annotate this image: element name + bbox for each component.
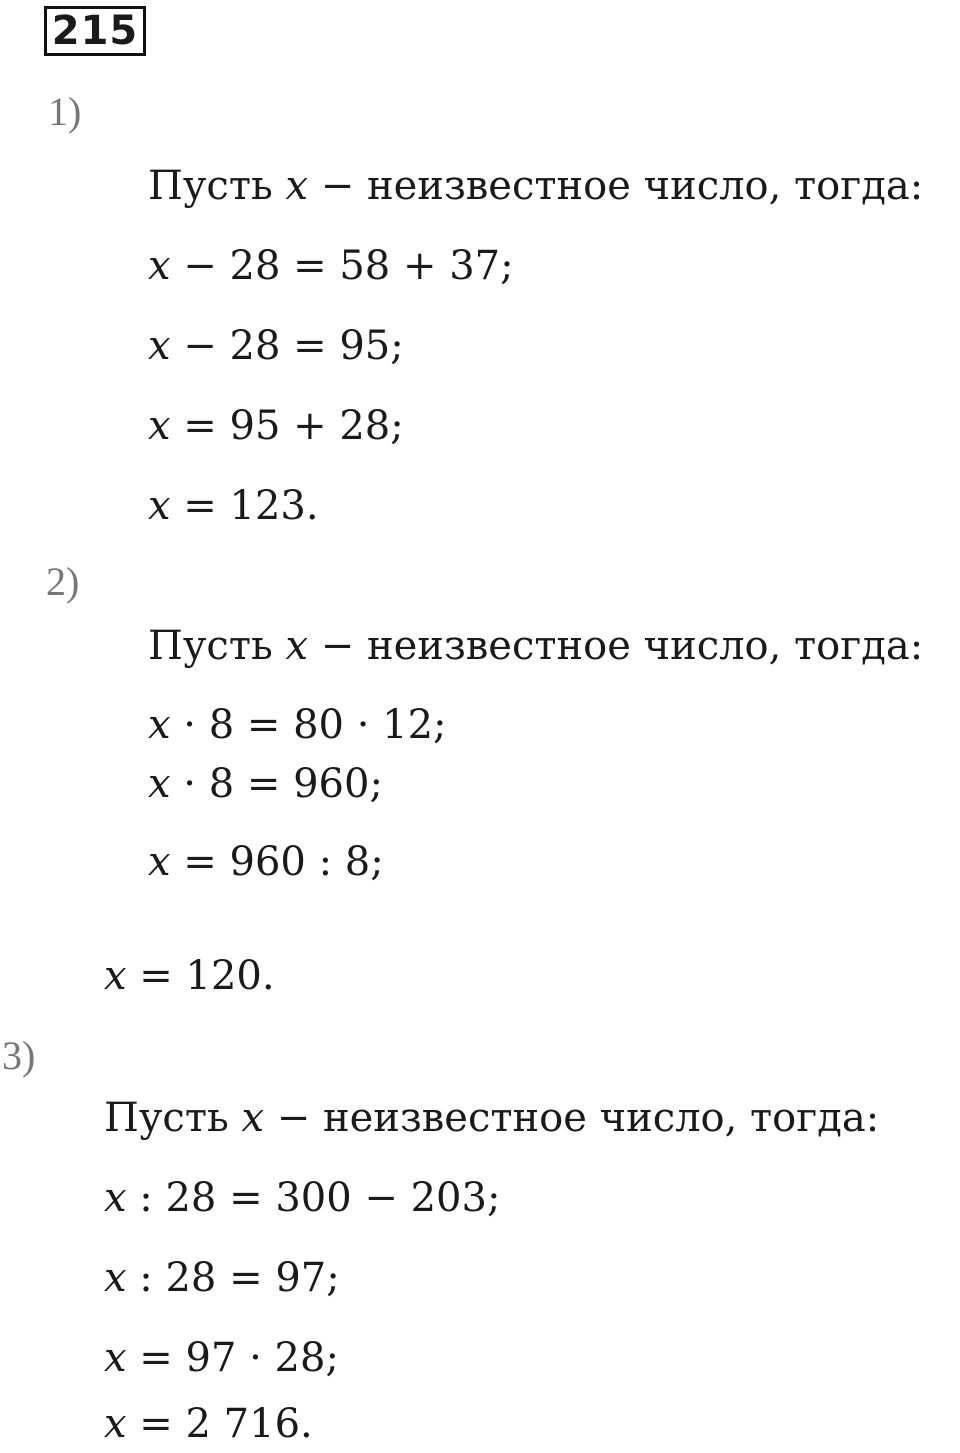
task-number-box: 215 [44, 6, 146, 56]
variable-x: x [148, 483, 171, 529]
variable-x: x [104, 1401, 127, 1447]
intro-text: Пусть [148, 623, 286, 669]
part-1-intro [148, 163, 924, 209]
part-2-intro [148, 623, 924, 669]
intro-text: − неизвестное число, тогда: [308, 623, 924, 669]
variable-x: x [285, 623, 309, 669]
part-1-step-2 [148, 323, 404, 369]
equation-text: : 28 = 97; [126, 1255, 340, 1301]
variable-x: x [104, 1335, 127, 1381]
intro-text: Пусть [104, 1095, 242, 1141]
equation-text: = 120. [126, 953, 275, 999]
variable-x: x [148, 323, 171, 369]
variable-x: x [148, 702, 171, 748]
part-2-step-2 [148, 761, 383, 807]
part-1-step-1 [148, 243, 514, 289]
part-label-3: 3) [2, 1033, 36, 1078]
part-3-intro [104, 1095, 880, 1141]
variable-x: x [241, 1095, 265, 1141]
part-1-step-3 [148, 403, 404, 449]
variable-x: x [104, 1175, 127, 1221]
part-1-step-4 [148, 483, 319, 529]
part-2-step-3 [148, 839, 384, 885]
part-3-step-4 [104, 1401, 313, 1447]
part-3-step-1 [104, 1175, 501, 1221]
equation-text: − 28 = 58 + 37; [170, 243, 514, 289]
intro-text: − неизвестное число, тогда: [308, 163, 924, 209]
variable-x: x [285, 163, 309, 209]
part-label-2: 2) [46, 559, 80, 604]
variable-x: x [148, 243, 171, 289]
equation-text: = 2 716. [126, 1401, 313, 1447]
equation-text: = 123. [170, 483, 319, 529]
equation-text: : 28 = 300 − 203; [126, 1175, 501, 1221]
variable-x: x [104, 1255, 127, 1301]
part-label-1: 1) [48, 89, 82, 134]
equation-text: = 960 : 8; [170, 839, 384, 885]
part-2-step-4 [104, 953, 275, 999]
intro-text: − неизвестное число, тогда: [264, 1095, 880, 1141]
equation-text: − 28 = 95; [170, 323, 404, 369]
intro-text: Пусть [148, 163, 286, 209]
variable-x: x [104, 953, 127, 999]
part-3-step-3 [104, 1335, 339, 1381]
equation-text: · 8 = 960; [170, 761, 383, 807]
variable-x: x [148, 839, 171, 885]
part-3-step-2 [104, 1255, 340, 1301]
variable-x: x [148, 403, 171, 449]
equation-text: = 97 · 28; [126, 1335, 339, 1381]
part-2-step-1 [148, 702, 447, 748]
equation-text: · 8 = 80 · 12; [170, 702, 447, 748]
variable-x: x [148, 761, 171, 807]
equation-text: = 95 + 28; [170, 403, 404, 449]
